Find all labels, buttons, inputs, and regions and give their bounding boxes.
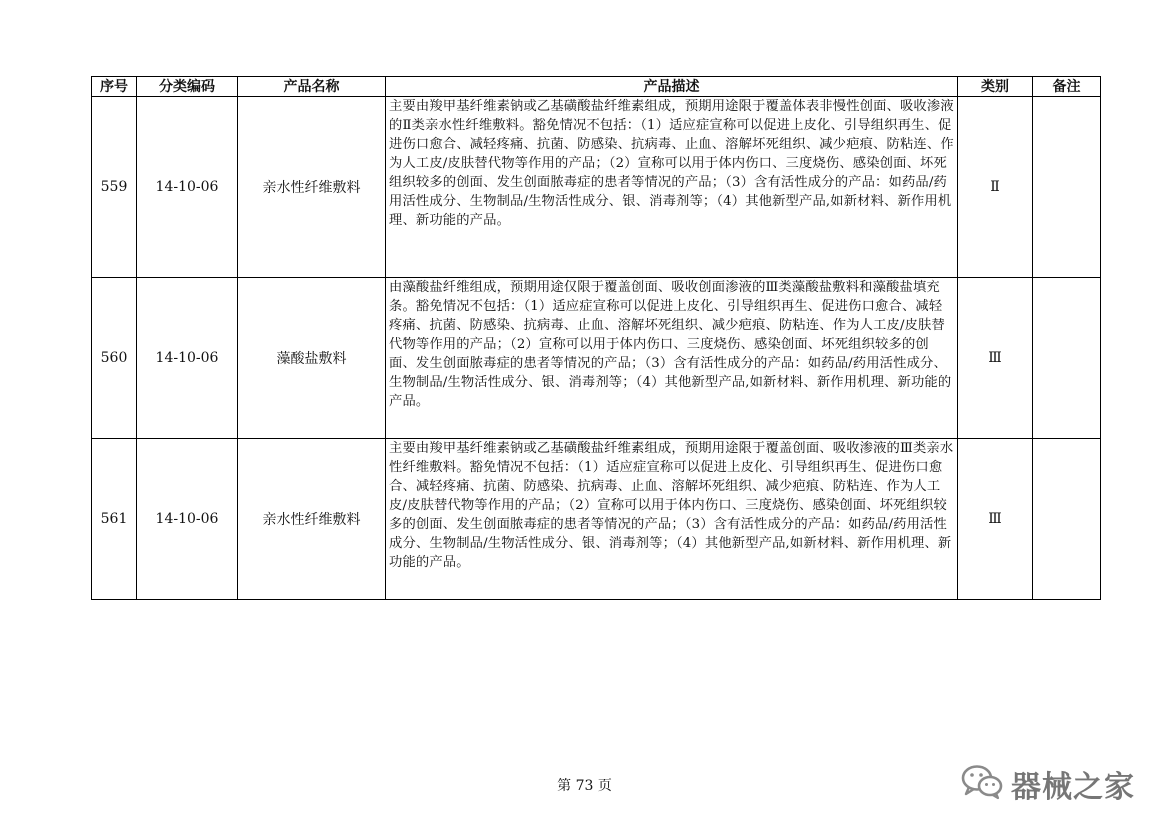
- header-seq: 序号: [92, 77, 137, 97]
- catalog-table: [91, 76, 1101, 600]
- header-name: 产品名称: [238, 77, 386, 97]
- cell-note: [1033, 278, 1101, 439]
- cell-category: Ⅲ: [958, 278, 1033, 439]
- table-row: [92, 439, 1101, 600]
- cell-category: Ⅲ: [958, 439, 1033, 600]
- header-category: 类别: [958, 77, 1033, 97]
- cell-code: 14-10-06: [137, 278, 238, 439]
- cell-desc: 主要由羧甲基纤维素钠或乙基磺酸盐纤维素组成，预期用途限于覆盖创面、吸收渗液的Ⅲ类亲水性纤维敷料。豁免情况不包括：（1）适应症宣称可以促进上皮化、引导组织再生、促进伤口愈合、减轻疼痛、抗菌、防感染、抗病毒、止血、溶解坏死组织、减少疤痕、防粘连、作为人工皮/皮肤替代物等作用的产品；（2）宣称可以用于体内伤口、三度烧伤、感染创面、坏死组织较多的创面、发生创面脓毒症的患者等情况的产品；（3）含有活性成分的产品：如药品/药用活性成分、生物制品/生物活性成分、银、消毒剂等；（4）其他新型产品,如新材料、新作用机理、新功能的产品。: [386, 439, 958, 600]
- table-row: [92, 97, 1101, 278]
- cell-seq: 560: [92, 278, 137, 439]
- cell-seq: 559: [92, 97, 137, 278]
- watermark: [961, 762, 1135, 806]
- page-number: 第 73 页: [557, 778, 612, 794]
- cell-category: Ⅱ: [958, 97, 1033, 278]
- table-row: [92, 278, 1101, 439]
- cell-code: 14-10-06: [137, 97, 238, 278]
- cell-seq: 561: [92, 439, 137, 600]
- header-desc: 产品描述: [386, 77, 958, 97]
- cell-note: [1033, 439, 1101, 600]
- header-code: 分类编码: [137, 77, 238, 97]
- cell-note: [1033, 97, 1101, 278]
- cell-desc: 主要由羧甲基纤维素钠或乙基磺酸盐纤维素组成，预期用途限于覆盖体表非慢性创面、吸收渗液的Ⅱ类亲水性纤维敷料。豁免情况不包括：（1）适应症宣称可以促进上皮化、引导组织再生、促进伤口愈合、减轻疼痛、抗菌、防感染、抗病毒、止血、溶解坏死组织、减少疤痕、防粘连、作为人工皮/皮肤替代物等作用的产品；（2）宣称可以用于体内伤口、三度烧伤、感染创面、坏死组织较多的创面、发生创面脓毒症的患者等情况的产品；（3）含有活性成分的产品：如药品/药用活性成分、生物制品/生物活性成分、银、消毒剂等；（4）其他新型产品,如新材料、新作用机理、新功能的产品。: [386, 97, 958, 278]
- cell-name: 藻酸盐敷料: [238, 278, 386, 439]
- wechat-icon: [961, 764, 1003, 804]
- header-note: 备注: [1033, 77, 1101, 97]
- cell-code: 14-10-06: [137, 439, 238, 600]
- cell-name: 亲水性纤维敷料: [238, 439, 386, 600]
- watermark-text: 器械之家: [1011, 770, 1135, 805]
- header-row: [92, 77, 1101, 97]
- cell-desc: 由藻酸盐纤维组成，预期用途仅限于覆盖创面、吸收创面渗液的Ⅲ类藻酸盐敷料和藻酸盐填充条。豁免情况不包括：（1）适应症宣称可以促进上皮化、引导组织再生、促进伤口愈合、减轻疼痛、抗菌、防感染、抗病毒、止血、溶解坏死组织、减少疤痕、防粘连、作为人工皮/皮肤替代物等作用的产品；（2）宣称可以用于体内伤口、三度烧伤、感染创面、坏死组织较多的创面、发生创面脓毒症的患者等情况的产品；（3）含有活性成分的产品：如药品/药用活性成分、生物制品/生物活性成分、银、消毒剂等；（4）其他新型产品,如新材料、新作用机理、新功能的产品。: [386, 278, 958, 439]
- cell-name: 亲水性纤维敷料: [238, 97, 386, 278]
